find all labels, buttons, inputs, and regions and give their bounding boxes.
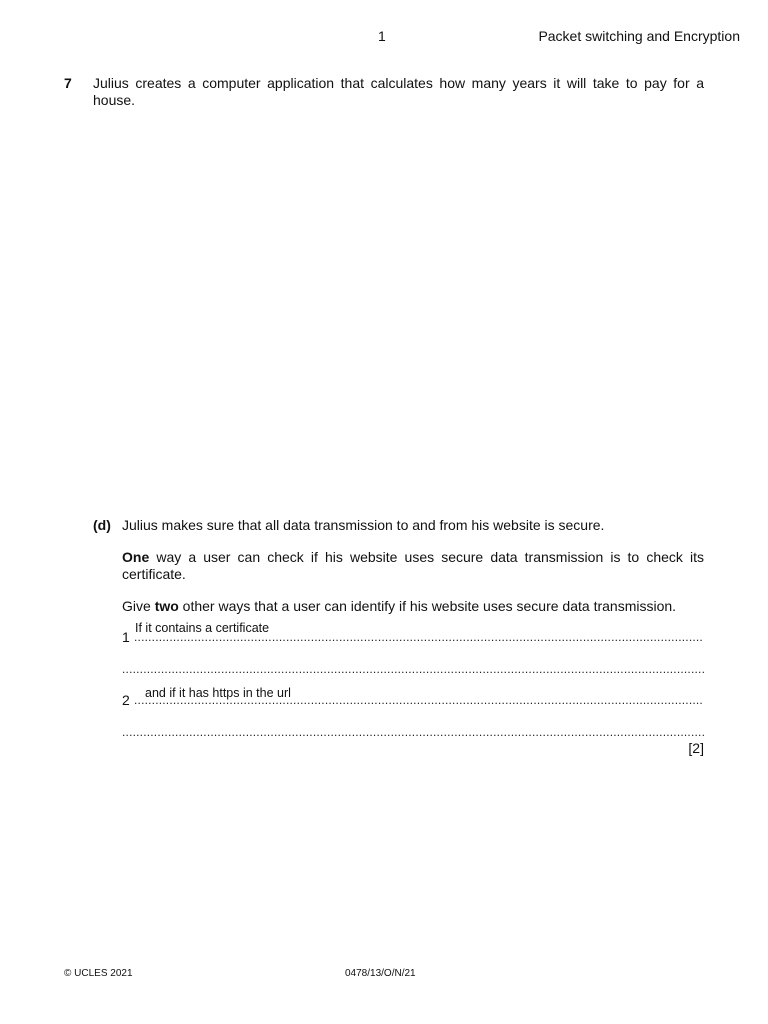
answer-text-1[interactable]: If it contains a certificate xyxy=(135,621,270,635)
question-number: 7 xyxy=(64,75,72,91)
part-intro: Julius makes sure that all data transmission to and from his website is secure. xyxy=(122,517,605,533)
answer-line-2b[interactable] xyxy=(122,726,704,738)
answer-line-1a[interactable] xyxy=(134,631,704,643)
give-prefix: Give xyxy=(122,598,155,614)
header-title: Packet switching and Encryption xyxy=(538,28,740,44)
answer-number-1: 1 xyxy=(122,629,130,645)
give-rest: other ways that a user can identify if his website uses secure data transmission. xyxy=(178,598,677,614)
answer-line-2a[interactable] xyxy=(134,694,704,706)
instruction-paragraph xyxy=(122,598,704,615)
part-label: (d) xyxy=(93,517,111,533)
footer-code: 0478/13/O/N/21 xyxy=(345,968,416,979)
answer-text-2[interactable]: and if it has https in the url xyxy=(145,686,291,700)
footer-copyright: © UCLES 2021 xyxy=(64,968,133,979)
one-rest: way a user can check if his website uses secure data transmission is to check its certificate. xyxy=(122,549,704,582)
answer-line-1b[interactable] xyxy=(122,663,704,675)
page-number: 1 xyxy=(378,28,386,44)
question-text: Julius creates a computer application that calculates how many years it will take to pay for a house. xyxy=(93,75,704,108)
answer-number-2: 2 xyxy=(122,692,130,708)
marks-allocation: [2] xyxy=(688,740,704,756)
two-emphasis: two xyxy=(154,598,179,614)
one-emphasis: One xyxy=(122,549,150,565)
certificate-paragraph xyxy=(122,549,704,583)
